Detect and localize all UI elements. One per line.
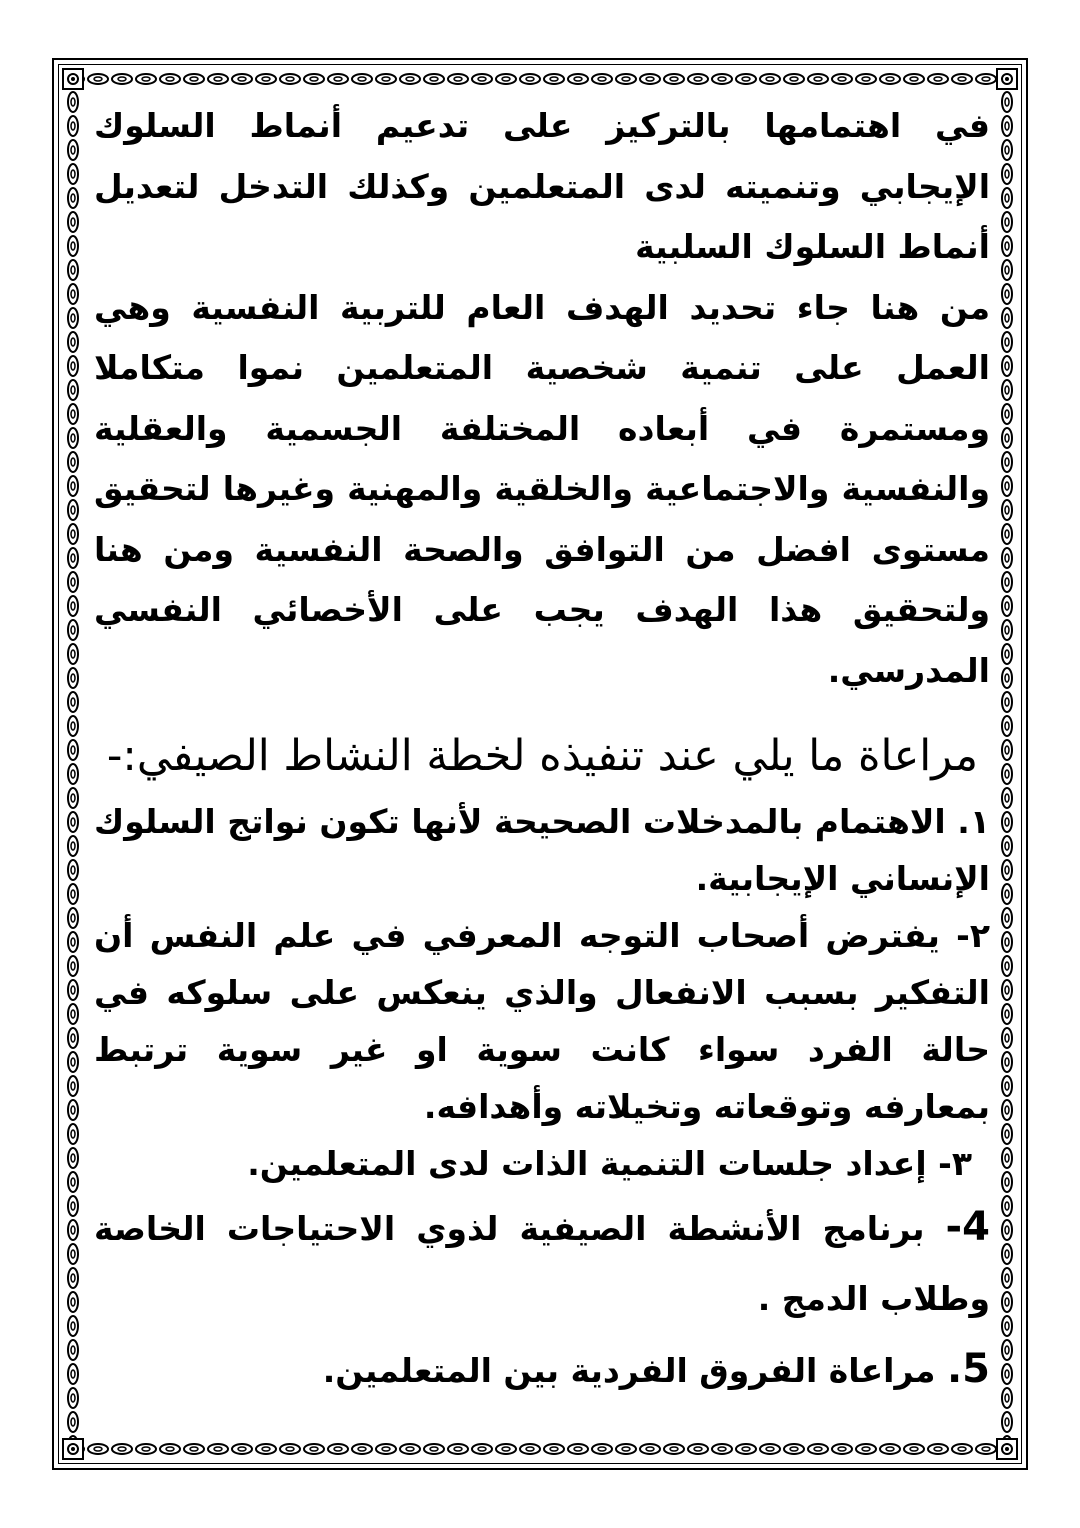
list-item-number: 5.	[946, 1346, 990, 1392]
page-frame	[52, 58, 1028, 1470]
ornamental-border-bottom	[62, 1438, 1018, 1460]
list-item	[94, 1135, 990, 1192]
list-item-text: يفترض أصحاب التوجه المعرفي في علم النفس أن التفكير بسبب الانفعال والذي ينعكس على سلوكه في حالة الفرد سواء كانت سوية او غير سوية ترتبط بمعارفه وتوقعاته وتخيلاته وأهدافه.	[94, 916, 990, 1126]
ornamental-border-left	[62, 90, 84, 1438]
list-item-number: 4-	[945, 1204, 990, 1250]
list-item-number: ٢-	[956, 916, 990, 955]
ornamental-border-top	[62, 68, 1018, 90]
ornamental-border-right	[996, 90, 1018, 1438]
list-item-number: ١.	[957, 802, 990, 841]
section-heading: مراعاة ما يلي عند تنفيذه لخطة النشاط الصيفي:-	[106, 731, 978, 781]
intro-paragraph-2: من هنا جاء تحديد الهدف العام للتربية النفسية وهي العمل على تنمية شخصية المتعلمين نموا متكاملا ومستمرة في أبعاده المختلفة الجسمية والعقلية والنفسية والاجتماعية والخلقية والمهنية وغيرها لتحقيق مستوى افضل من التوافق والصحة النفسية ومن هنا ولتحقيق هذا الهدف يجب على الأخصائي النفسي المدرسي.	[94, 287, 990, 690]
list-item	[94, 793, 990, 907]
list-item	[94, 1192, 990, 1334]
corner-ornament-icon	[62, 68, 84, 90]
corner-ornament-icon	[62, 1438, 84, 1460]
list-item	[94, 907, 990, 1135]
list-item	[94, 1334, 990, 1406]
list-item-text: برنامج الأنشطة الصيفية لذوي الاحتياجات الخاصة وطلاب الدمج .	[94, 1209, 990, 1318]
document-body	[94, 96, 990, 1432]
intro-paragraph-1: في اهتمامها بالتركيز على تدعيم أنماط السلوك الإيجابي وتنميته لدى المتعلمين وكذلك التدخل لتعديل أنماط السلوك السلبية	[94, 106, 990, 266]
corner-ornament-icon	[996, 68, 1018, 90]
list-item-text: مراعاة الفروق الفردية بين المتعلمين.	[322, 1351, 936, 1390]
list-item-number: ٣-	[938, 1144, 972, 1183]
corner-ornament-icon	[996, 1438, 1018, 1460]
list-item-text: إعداد جلسات التنمية الذات لدى المتعلمين.	[247, 1144, 927, 1183]
list-item-text: الاهتمام بالمدخلات الصحيحة لأنها تكون نواتج السلوك الإنساني الإيجابية.	[94, 802, 990, 898]
